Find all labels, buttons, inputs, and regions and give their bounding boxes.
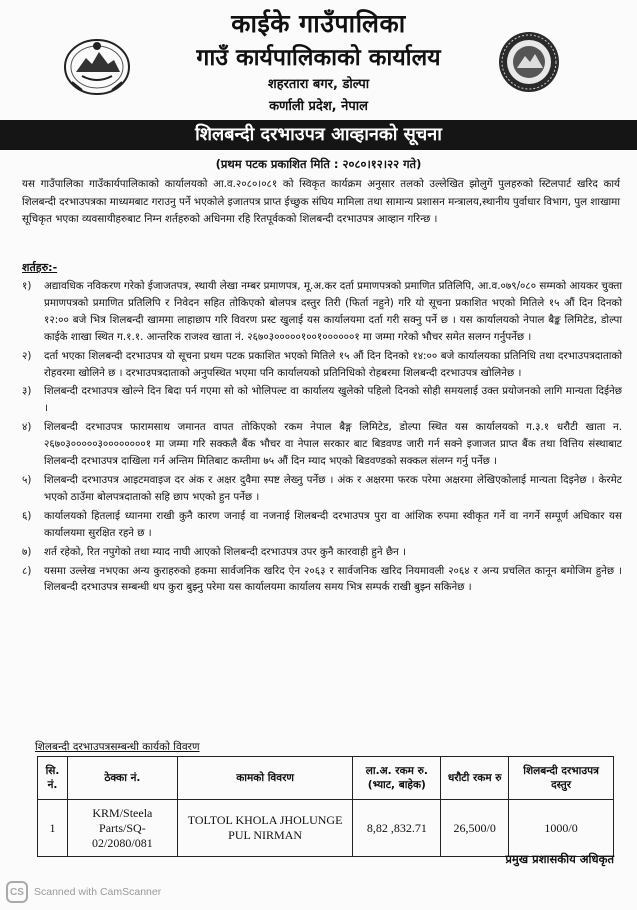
cell-contract-no: KRM/Steela Parts/SQ-02/2080/081 xyxy=(67,800,177,857)
term-text: कार्यालयको हितलाई ध्यानमा राखी कुनै कारण जनाई वा नजनाई शिलबन्दी दरभाउपत्र पुरा वा आंशिक रुपमा स्वीकृत गर्ने वा नगर्ने सम्पूर्ण अधिकार यस कार्यालयमा सुरक्षित रहने छ । xyxy=(44,509,622,539)
term-text: शर्त रहेको, रित नपुगेको तथा म्याद नाघी आएको शिलबन्दी दरभाउपत्र उपर कुनै कारवाही हुने छैन । xyxy=(44,545,406,558)
camscanner-logo-icon: CS xyxy=(6,881,28,903)
column-header-contract-no: ठेक्का नं. xyxy=(67,757,177,800)
notice-title: शिलबन्दी दरभाउपत्र आव्हानको सूचना xyxy=(0,120,637,150)
column-header-estimated-amount: ला.अ. रकम रु. (भ्याट, बाहेक) xyxy=(353,757,441,800)
term-number: २) xyxy=(22,349,32,362)
cell-estimated-amount: 8,82 ,832.71 xyxy=(353,800,441,857)
column-header-bid-fee: शिलबन्दी दरभाउपत्र दस्तुर xyxy=(509,757,614,800)
term-number: ७) xyxy=(22,545,32,558)
term-item xyxy=(22,348,622,382)
table-header-row xyxy=(38,757,614,800)
column-header-serial: सि. नं. xyxy=(38,757,68,800)
signatory-title: प्रमुख प्रशासकीय अधिकृत xyxy=(505,852,614,866)
term-item xyxy=(22,544,622,561)
term-number: ४) xyxy=(22,421,32,434)
scanner-watermark xyxy=(6,881,161,903)
term-number: ८) xyxy=(22,564,32,577)
cell-work-description: TOLTOL KHOLA JHOLUNGE PUL NIRMAN xyxy=(177,800,353,857)
publication-date: (प्रथम पटक प्रकाशित मिति : २०८०।१२।२२ गते) xyxy=(215,157,422,171)
term-text: अद्यावधिक नविकरण गरेको ईजाजतपत्र, स्थायी लेखा नम्बर प्रमाणपत्र, मू.अ.कर दर्ता प्रमाणपत्रको प्रमाणित प्रतिलिपि, आ.व.०७९/०८० सम्मको आयकर चुक्ता प्रमाणपत्रको प्रमाणित प्रतिलिपि र निवेदन सहित तोकिएको बोलपत्र दस्तुर तिरी (फिर्ता नहुने) गरि यो सूचना प्रकाशित भएको मितिले १५ औं दिन दिनको १२:०० बजे भित्र शिलबन्दी खाममा लाहाछाप गरि विवरण प्रस्ट खुलाई यस कार्यालयमा दर्ता गरी सक्नु पर्ने छ । यस कार्यालयको नेपाल बैङ्क लिमिटेड, डोल्पा काईके शाखा स्थित ग.१.१. आन्तरिक राजश्व खाता नं. २६७०३०००००१००१००००००१ मा जम्मा गरेको भौचर समेत सलग्न गर्नुपर्नेछ । xyxy=(44,280,622,343)
term-number: ५) xyxy=(22,473,32,486)
term-text: यसमा उल्लेख नभएका अन्य कुराहरुको हकमा सार्वजनिक खरिद ऐन २०६३ र सार्वजनिक खरिद नियमावली २०६४ र अन्य प्रचलित कानून बमोजिम हुनेछ । शिलबन्दी दरभाउपत्र सम्बन्धी थप कुरा बुझ्नु परेमा यस कार्यालयमा कार्यालय समय भित्र सम्पर्क राखी बुझ्न सकिनेछ । xyxy=(44,564,622,594)
terms-list xyxy=(22,278,622,598)
letterhead xyxy=(0,0,637,118)
column-header-deposit-amount: धरौटी रकम रु xyxy=(441,757,509,800)
term-item xyxy=(22,419,622,470)
term-item xyxy=(22,383,622,417)
term-text: दर्ता भएका शिलबन्दी दरभाउपत्र यो सूचना प्रथम पटक प्रकाशित भएको मितिले १५ औं दिन दिनको १४:०० बजे कार्यालयका प्रतिनिधि तथा दरभाउपत्रदाताको रोहवरमा खोलिने छ । दरभाउपत्रदाताको अनुपस्थित भएमा पनि कार्यालयको प्रतिनिधिको रोहबरमा शिलबन्दी दरभाउपत्र खोलिनेछ । xyxy=(44,349,622,379)
table-row xyxy=(38,800,614,857)
term-number: १) xyxy=(22,280,32,292)
term-item xyxy=(22,472,622,506)
term-item xyxy=(22,508,622,542)
address-line-1: शहरतारा बगर, डोल्पा xyxy=(267,77,370,92)
cell-deposit-amount: 26,500/0 xyxy=(441,800,509,857)
intro-paragraph: यस गाउँपालिका गाउँकार्यपालिकाको कार्यालयको आ.व.२०८०।०८१ को स्विकृत कार्यक्रम अनुसार तलको उल्लेखित झोलुगें पुलहरुको स्टिलपार्ट खरिद कार्य शिलबन्दी दरभाउपत्रका माध्यमबाट गराउनु पर्ने भएकोले इजातपत्र प्राप्त ईच्छुक संघिय मामिला तथा सामान्य प्रशासन मन्त्रालय,स्थानीय पुर्वाधार विभाग, पुल शाखामा सूचिकृत भएका व्यवसायीहरुबाट निम्न शर्तहरुको अधिनमा रहि रितपूर्वकको शिलबन्दी दरभाउपत्र आव्हान गरिन्छ । xyxy=(22,178,620,225)
table-caption: शिलबन्दी दरभाउपत्रसम्बन्धी कार्यको विवरण xyxy=(35,741,200,753)
terms-heading: शर्तहरु:- xyxy=(22,261,58,274)
term-text: शिलबन्दी दरभाउपत्र खोल्ने दिन बिदा पर्न गएमा सो को भोलिपल्ट वा कार्यालय खुलेको पहिलो दिनको सोही समयलाई उक्त प्रयोजनको लागि मान्यता दिईनेछ । xyxy=(44,385,622,415)
term-item xyxy=(22,278,622,346)
term-number: ३) xyxy=(22,385,32,398)
cell-serial: 1 xyxy=(38,800,68,857)
term-text: शिलबन्दी दरभाउपत्र आइटमवाइज दर अंक र अक्षर दुवैमा स्पष्ट लेख्नु पर्नेछ । अंक र अक्षरमा फरक परेमा अक्षरमा लेखिएकोलाई मान्यता दिइनेछ । केरमेट भएको ठाउँमा बोलपत्रदाताको सहि छाप भएको हुन पर्नेछ । xyxy=(44,473,622,503)
column-header-work-description: कामको विवरण xyxy=(177,757,353,800)
address-line-2: कर्णाली प्रदेश, नेपाल xyxy=(269,99,368,114)
cell-bid-fee: 1000/0 xyxy=(509,800,614,857)
term-item xyxy=(22,563,622,597)
work-details-table xyxy=(37,756,614,857)
municipality-seal-icon xyxy=(497,30,561,94)
watermark-text: Scanned with CamScanner xyxy=(34,886,162,898)
municipality-name: काईके गाउँपालिका xyxy=(231,9,406,38)
office-name: गाउँ कार्यपालिकाको कार्यालय xyxy=(196,45,441,71)
term-text: शिलबन्दी दरभाउपत्र फारामसाथ जमानत वापत तोकिएको रकम नेपाल बैङ्ग लिमिटेड, डोल्पा स्थित यस कार्यालयको ग.३.१ धरौटी खाता न. २६७०३०००००३००००००००१ मा जम्मा गरि सक्कलै बैंक भौचर वा नेपाल सरकार बाट बिडवण्ड जारी गर्न सक्ने इजाजत प्राप्त बैंक तथा वित्तिय संस्थाबाट शिलबन्दी दरभाउपत्र दाखिला गर्न अन्तिम मितिबाट कम्तीमा ७५ औं दिन म्याद भएको बिडवण्डको सक्कल संलग्न गर्नु पर्नेछ । xyxy=(44,421,622,468)
term-number: ६) xyxy=(22,509,32,522)
